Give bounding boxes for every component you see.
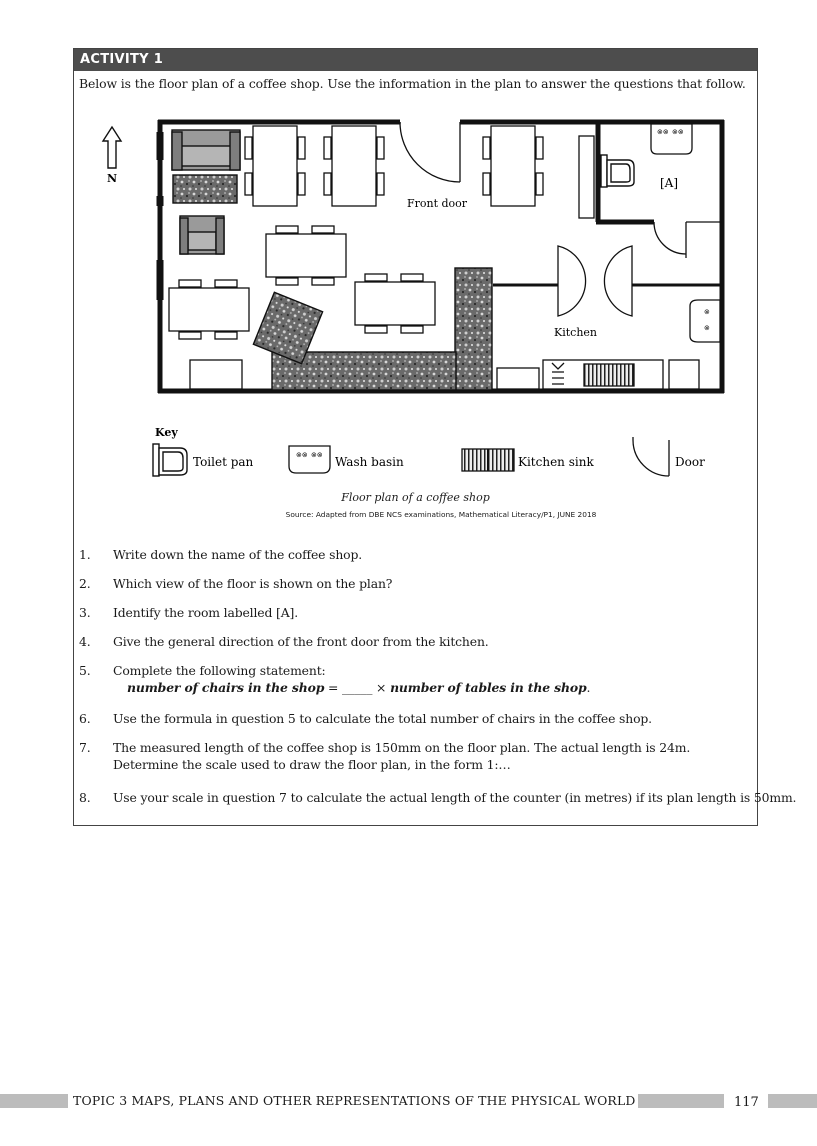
svg-text:⊗⊗: ⊗⊗ bbox=[672, 128, 684, 136]
svg-text:⊗⊗: ⊗⊗ bbox=[296, 451, 308, 459]
key-label-wash-basin: Wash basin bbox=[335, 455, 404, 469]
activity-title: ACTIVITY 1 bbox=[74, 49, 757, 71]
toilet-pan-icon bbox=[601, 155, 634, 187]
footer-bar-right bbox=[768, 1094, 817, 1108]
svg-text:⊗: ⊗ bbox=[704, 324, 710, 332]
table bbox=[355, 282, 435, 325]
figure-source: Source: Adapted from DBE NCS examinations, Mathematical Literacy/P1, JUNE 2018 bbox=[285, 510, 597, 519]
key-door-icon bbox=[633, 437, 669, 476]
floor-plan bbox=[0, 0, 817, 540]
svg-text:⊗: ⊗ bbox=[704, 308, 710, 316]
table bbox=[253, 126, 297, 206]
room-a-label: [A] bbox=[660, 176, 679, 190]
page-number: 117 bbox=[734, 1095, 759, 1110]
formula-statement: number of chairs in the shop = _____ × number of tables in the shop. bbox=[127, 680, 591, 695]
couch-icon bbox=[172, 130, 240, 170]
activity-intro: Below is the floor plan of a coffee shop. Use the information in the plan to answer the questions that follow. bbox=[79, 76, 746, 91]
key-wash-basin-icon bbox=[289, 446, 330, 473]
table bbox=[266, 234, 346, 277]
key-label-kitchen-sink: Kitchen sink bbox=[518, 455, 594, 469]
kitchen-label: Kitchen bbox=[554, 326, 597, 339]
room-a-door bbox=[654, 222, 722, 258]
north-arrow-icon bbox=[103, 127, 121, 168]
table bbox=[169, 288, 249, 331]
north-label: N bbox=[107, 172, 118, 185]
svg-text:⊗⊗: ⊗⊗ bbox=[311, 451, 323, 459]
footer-topic: TOPIC 3 MAPS, PLANS AND OTHER REPRESENTATIONS OF THE PHYSICAL WORLD bbox=[73, 1093, 636, 1108]
table bbox=[491, 126, 535, 206]
kitchen-wash-basin-icon bbox=[690, 300, 720, 342]
footer-bar-mid bbox=[638, 1094, 724, 1108]
figure-caption: Floor plan of a coffee shop bbox=[341, 491, 490, 504]
footer-bar-left bbox=[0, 1094, 68, 1108]
kitchen-double-door bbox=[558, 246, 632, 316]
page-footer bbox=[0, 1094, 817, 1114]
svg-text:⊗⊗: ⊗⊗ bbox=[657, 128, 669, 136]
front-door bbox=[400, 122, 460, 182]
key-label-door: Door bbox=[675, 455, 705, 469]
side-counter bbox=[579, 136, 594, 218]
key-label-toilet-pan: Toilet pan bbox=[193, 455, 254, 469]
key-title: Key bbox=[155, 426, 178, 439]
wash-basin-icon bbox=[651, 124, 692, 154]
key-kitchen-sink-icon bbox=[462, 449, 514, 471]
kitchen-counter bbox=[497, 360, 699, 389]
key-toilet-pan-icon bbox=[153, 444, 187, 476]
front-door-label: Front door bbox=[407, 197, 468, 210]
armchair-icon bbox=[180, 216, 224, 254]
table bbox=[332, 126, 376, 206]
